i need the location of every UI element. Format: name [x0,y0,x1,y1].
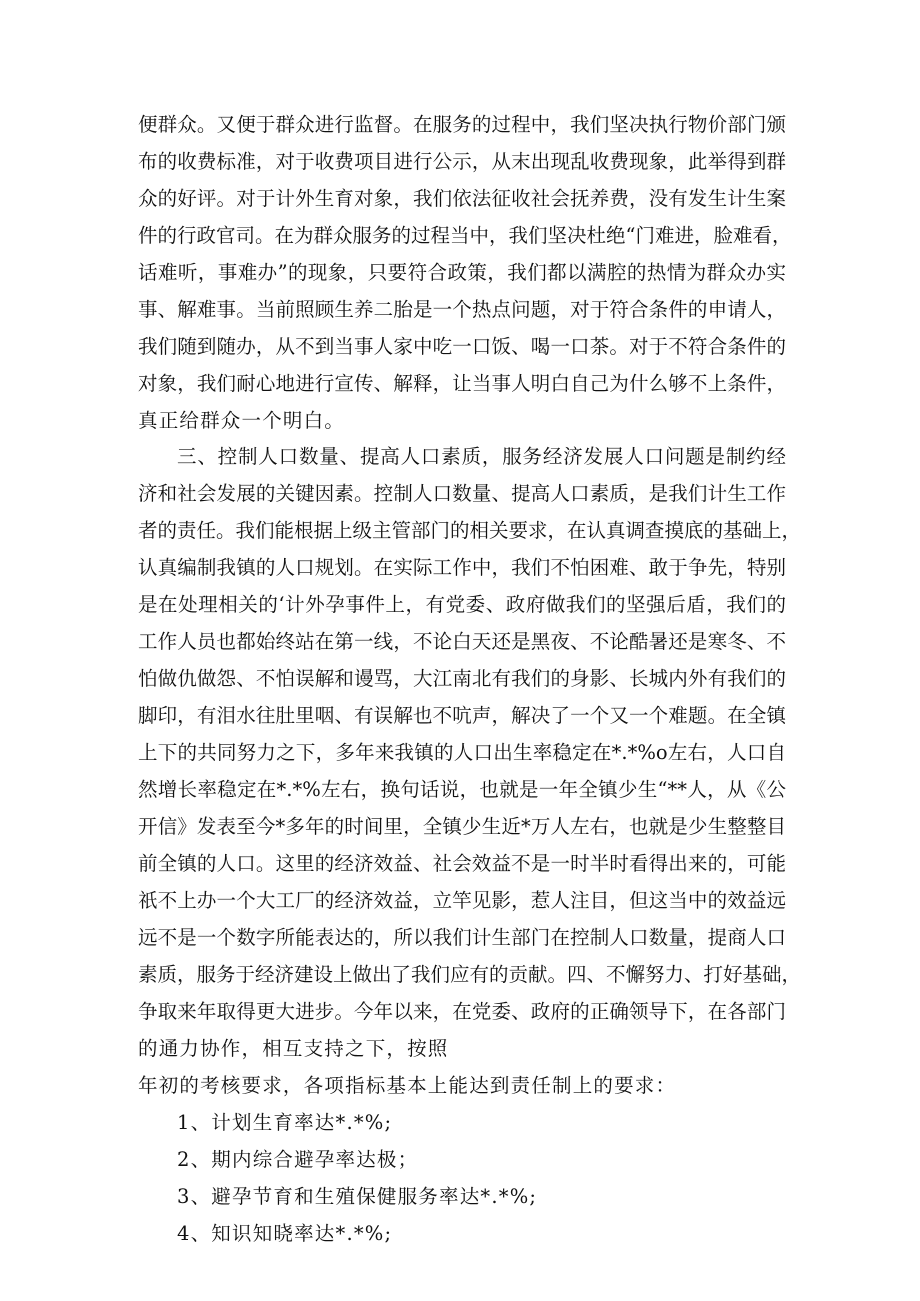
text-line: 者的责任。我们能根据上级主管部门的相关要求，在认真调查摸底的基础上， [138,519,802,542]
text-line: 认真编制我镇的人口规划。在实际工作中，我们不怕困难、敢于争先，特别 [138,556,786,579]
text-line: 上下的共同努力之下，多年来我镇的人口出生率稳定在*.*%o左右，人口自 [138,741,786,764]
text-line: 前全镇的人口。这里的经济效益、社会效益不是一时半时看得出来的，可能 [138,852,786,875]
list-item: 4、知识知晓率达*.*%; [177,1222,393,1245]
text-line: 事、解难事。当前照顾生养二胎是一个热点问题，对于符合条件的申请人， [138,298,786,321]
list-item: 2、期内综合避孕率达极； [177,1148,419,1171]
text-line: 便群众。又便于群众进行监督。在服务的过程中，我们坚决执行物价部门颁 [138,113,786,136]
text-line: 然增长率稳定在*.*%左右，换句话说，也就是一年全镇少生“**人，从《公 [138,778,786,801]
list-item: 1、计划生育率达*.*%; [177,1111,393,1134]
text-line: 怕做仇做怨、不怕误解和谩骂，大江南北有我们的身影、长城内外有我们的 [138,667,786,690]
text-line: 素质，服务于经济建设上做出了我们应有的贡献。四、不懈努力、打好基础， [138,963,802,986]
text-line: 我们随到随办，从不到当事人家中吃一口饭、喝一口茶。对于不符合条件的 [138,335,786,358]
list-item: 3、避孕节育和生殖保健服务率达*.*%; [177,1185,538,1208]
text-line: 对象，我们耐心地进行宣传、解释，让当事人明白自己为什么够不上条件， [138,372,786,395]
text-line: 工作人员也都始终站在第一线，不论白天还是黑夜、不论酷暑还是寒冬、不 [138,630,786,653]
text-line: 远不是一个数字所能表达的，所以我们计生部门在控制人口数量，提商人口 [138,926,786,949]
text-line: 脚印，有泪水往肚里咽、有误解也不吭声，解决了一个又一个难题。在全镇 [138,704,786,727]
section-heading-line: 三、控制人口数量、提高人口素质，服务经济发展人口问题是制约经 [177,445,786,468]
text-line: 开信》发表至今*多年的时间里，全镇少生近*万人左右，也就是少生整整目 [138,815,786,838]
text-line: 众的好评。对于计外生育对象，我们依法征收社会抚养费，没有发生计生案 [138,187,786,210]
text-line: 真正给群众一个明白。 [138,409,346,432]
text-line: 件的行政官司。在为群众服务的过程当中，我们坚决杜绝“门难进，脸难看， [138,224,792,247]
text-line: 祇不上办一个大工厂的经济效益，立竿见影，惹人注目，但这当中的效益远 [138,889,786,912]
text-line: 争取来年取得更大进步。今年以来，在党委、政府的正确领导下，在各部门 [138,1000,786,1023]
text-line: 的通力协作，相互支持之下，按照 [138,1037,449,1060]
text-line: 年初的考核要求，各项指标基本上能达到责任制上的要求： [138,1074,677,1097]
text-line: 话难听，事难办”的现象，只要符合政策，我们都以满腔的热情为群众办实 [138,261,786,284]
text-line: 济和社会发展的关键因素。控制人口数量、提高人口素质，是我们计生工作 [138,482,786,505]
text-line: 布的收费标准，对于收费项目进行公示，从末出现乱收费现象，此举得到群 [138,150,786,173]
text-line: 是在处理相关的‘计外孕事件上，有党委、政府做我们的坚强后盾，我们的 [138,593,786,616]
